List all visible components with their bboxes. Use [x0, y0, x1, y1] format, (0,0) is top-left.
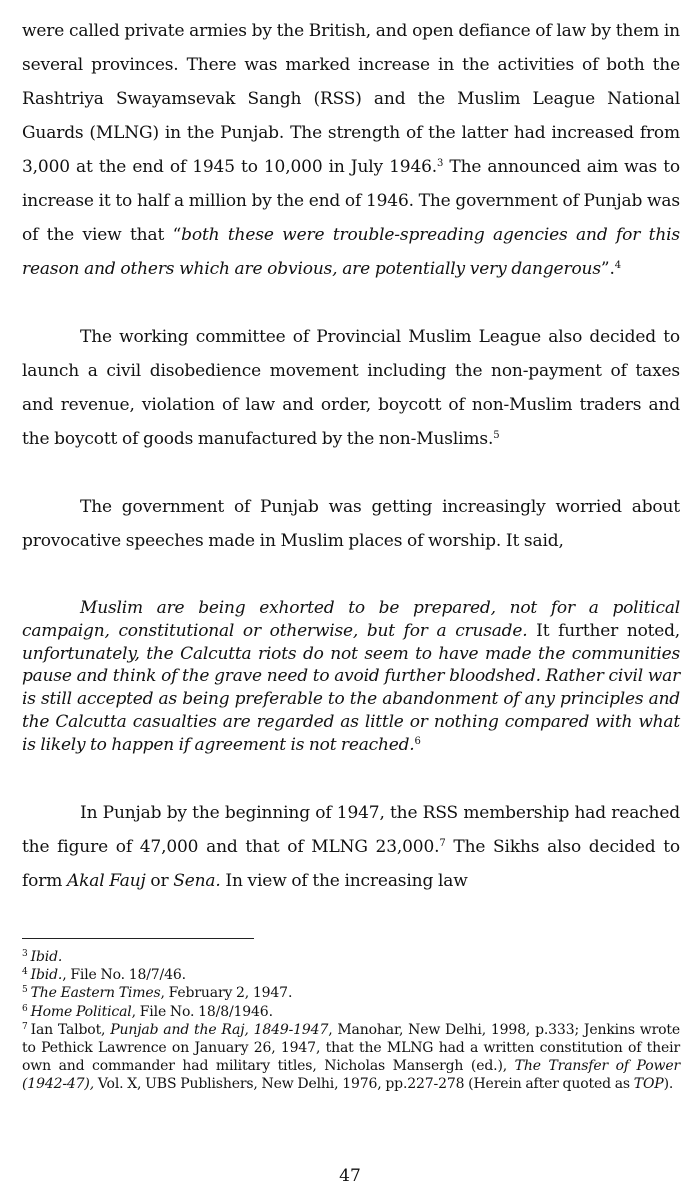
footnote-italic: Ibid. [30, 967, 63, 984]
paragraph-text: or [145, 871, 174, 891]
term-italic: Akal Fauj [66, 871, 146, 891]
footnote-number: 5 [22, 985, 28, 996]
footnote-6 [22, 1003, 680, 1021]
paragraph-text: were called private armies by the British, and open defiance of law by them in several provinces. There was marked increase in the activities of both the Rashtriya Swayamsevak Sangh (RSS) and the Muslim League National Guards (MLNG) in the Punjab. The strength of the latter had increased from 3,000 at the end of 1945 to 10,000 in July 1946. [22, 21, 680, 177]
paragraph-text: The government of Punjab was getting increasingly worried about provocative speeches made in Muslim places of worship. It said, [22, 497, 680, 551]
paragraph-text: ”. [600, 259, 615, 279]
paragraph-text: In Punjab by the beginning of 1947, the RSS membership had reached the figure of 47,000 and that of MLNG 23,000. [22, 803, 680, 857]
paragraph-civil-disobedience [22, 320, 680, 456]
footnotes [22, 948, 680, 1094]
block-quote [22, 597, 680, 757]
footnote-text: , Manohar, New Delhi, 1998, p.333; Jenkins wrote to Pethick Lawrence on January 26, 1947, that the MLNG had a written constitution of their own and commander had military titles, Nicholas Mansergh (ed.), [22, 1021, 680, 1075]
footnote-4 [22, 966, 680, 984]
footnote-text: , File No. 18/7/46. [62, 967, 186, 984]
footnote-text: Vol. X, UBS Publishers, New Delhi, 1976, pp.227-278 (Herein after quoted as [94, 1076, 634, 1093]
paragraph-private-armies [22, 14, 680, 286]
quotation-italic: both these were trouble-spreading agencies and for this reason and others which are obvious, are potentially very dangerous [22, 225, 681, 279]
paragraph-text: The Sikhs also decided to form [22, 837, 680, 891]
footnote-text: , File No. 18/8/1946. [131, 1003, 273, 1020]
footnote-ref-6[interactable]: 6 [414, 735, 421, 747]
quote-connector-text: It further noted, [527, 620, 680, 641]
footnote-number: 7 [22, 1021, 28, 1032]
footnote-ref-7[interactable]: 7 [439, 838, 446, 849]
footnote-ref-3[interactable]: 3 [437, 158, 444, 169]
footnote-italic: Home Political [30, 1003, 132, 1020]
footnote-number: 4 [22, 967, 28, 978]
term-italic: Sena. [173, 871, 221, 891]
footnote-7 [22, 1021, 680, 1094]
footnote-italic: The Transfer of Power (1942-47), [22, 1058, 680, 1093]
footnote-5 [22, 984, 680, 1002]
page-number: 47 [339, 1166, 361, 1186]
footnote-number: 3 [22, 949, 28, 959]
paragraph-text: In view of the increasing law [220, 871, 468, 891]
paragraph-text: The working committee of Provincial Muslim League also decided to launch a civil disobedience movement including the non-payment of taxes and revenue, violation of law and order, boycott of non-Muslim traders and the boycott of goods manufactured by the non-Muslims. [22, 327, 680, 449]
footnote-ref-5[interactable]: 5 [493, 430, 500, 441]
footnote-italic: The Eastern Times [30, 985, 161, 1002]
footnote-ref-4[interactable]: 4 [614, 260, 621, 271]
footnote-text: Ian Talbot, [30, 1021, 111, 1038]
footnote-3 [22, 948, 680, 966]
footnote-italic: Punjab and the Raj, 1849-1947 [110, 1021, 329, 1038]
footnote-italic: Ibid. [30, 949, 63, 965]
footnote-divider [22, 938, 254, 939]
paragraph-provocative-speeches [22, 490, 680, 558]
footnote-italic: TOP [633, 1076, 664, 1093]
paragraph-text: The announced aim was to increase it to half a million by the end of 1946. The government of Punjab was of the view that “ [22, 157, 680, 245]
footnote-number: 6 [22, 1003, 28, 1014]
paragraph-rss-membership [22, 796, 680, 898]
quote-italic: Muslim are being exhorted to be prepared, not for a political campaign, constitutional or otherwise, but for a crusade. [22, 598, 680, 641]
footnote-text: , February 2, 1947. [160, 985, 293, 1002]
footnote-text: ). [663, 1076, 674, 1093]
quote-italic: unfortunately, the Calcutta riots do not seem to have made the communities pause and think of the grave need to avoid further bloodshed. Rather civil war is still accepted as being preferable to the abandonment of any principles and the Calcutta casualties are regarded as little or nothing compared with what is likely to happen if agreement is not reached. [22, 643, 680, 755]
